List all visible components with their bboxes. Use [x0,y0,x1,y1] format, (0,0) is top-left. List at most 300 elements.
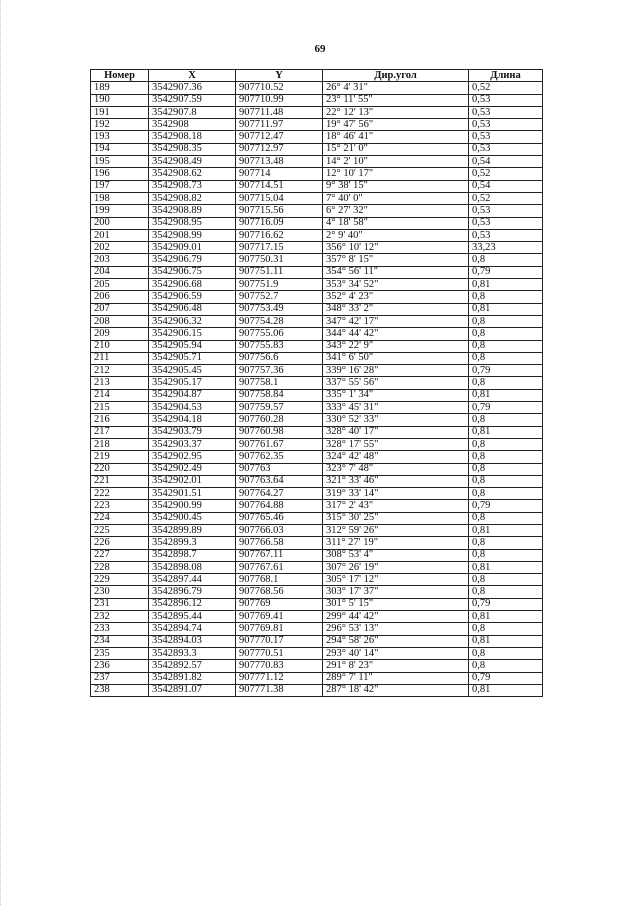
cell-length: 0,81 [469,279,543,291]
cell-length: 0,8 [469,512,543,524]
cell-x: 3542907.59 [149,94,236,106]
cell-x: 3542900.45 [149,512,236,524]
cell-number: 224 [91,512,149,524]
cell-x: 3542906.48 [149,303,236,315]
cell-length: 0,8 [469,451,543,463]
table-row [91,598,543,610]
cell-y: 907756.6 [236,352,323,364]
table-row [91,463,543,475]
cell-y: 907757.36 [236,365,323,377]
table-row [91,377,543,389]
cell-direction-angle: 289° 7' 11" [323,672,469,684]
cell-x: 3542908.82 [149,192,236,204]
cell-y: 907768.56 [236,586,323,598]
cell-number: 211 [91,352,149,364]
table-row [91,684,543,696]
cell-direction-angle: 308° 53' 4" [323,549,469,561]
table-row [91,537,543,549]
cell-direction-angle: 303° 17' 37" [323,586,469,598]
cell-direction-angle: 339° 16' 28" [323,365,469,377]
cell-y: 907711.48 [236,106,323,118]
table-row [91,303,543,315]
cell-x: 3542906.32 [149,315,236,327]
cell-y: 907710.52 [236,82,323,94]
cell-x: 3542908.62 [149,168,236,180]
table-row [91,266,543,278]
table-row [91,217,543,229]
cell-direction-angle: 2° 9' 40" [323,229,469,241]
cell-x: 3542906.75 [149,266,236,278]
table-row [91,229,543,241]
cell-number: 200 [91,217,149,229]
table-row [91,143,543,155]
cell-y: 907716.09 [236,217,323,229]
cell-number: 227 [91,549,149,561]
cell-number: 221 [91,475,149,487]
table-row [91,451,543,463]
cell-length: 0,8 [469,328,543,340]
cell-number: 231 [91,598,149,610]
cell-x: 3542906.15 [149,328,236,340]
cell-x: 3542908.89 [149,205,236,217]
cell-x: 3542906.68 [149,279,236,291]
cell-number: 223 [91,500,149,512]
cell-number: 234 [91,635,149,647]
coordinates-table [90,69,543,697]
cell-number: 194 [91,143,149,155]
cell-length: 0,53 [469,217,543,229]
page-number: 69 [314,43,326,55]
cell-length: 0,53 [469,119,543,131]
table-row [91,586,543,598]
cell-length: 0,79 [469,598,543,610]
cell-y: 907764.27 [236,488,323,500]
table-row [91,340,543,352]
cell-y: 907753.49 [236,303,323,315]
cell-y: 907770.83 [236,660,323,672]
cell-direction-angle: 22° 12' 13" [323,106,469,118]
cell-number: 191 [91,106,149,118]
cell-y: 907750.31 [236,254,323,266]
cell-y: 907759.57 [236,402,323,414]
cell-direction-angle: 323° 7' 48" [323,463,469,475]
table-row [91,524,543,536]
cell-direction-angle: 321° 33' 46" [323,475,469,487]
cell-length: 0,52 [469,192,543,204]
cell-y: 907754.28 [236,315,323,327]
cell-direction-angle: 356° 10' 12" [323,242,469,254]
cell-number: 210 [91,340,149,352]
cell-y: 907770.17 [236,635,323,647]
cell-number: 192 [91,119,149,131]
table-row [91,279,543,291]
cell-x: 3542898.7 [149,549,236,561]
cell-x: 3542898.08 [149,561,236,573]
cell-length: 0,8 [469,647,543,659]
cell-number: 205 [91,279,149,291]
table-row [91,660,543,672]
cell-length: 0,8 [469,574,543,586]
cell-y: 907755.83 [236,340,323,352]
cell-x: 3542891.07 [149,684,236,696]
cell-y: 907715.04 [236,192,323,204]
cell-number: 215 [91,402,149,414]
table-row [91,205,543,217]
cell-y: 907767.61 [236,561,323,573]
header-y: Y [236,70,323,82]
cell-x: 3542904.87 [149,389,236,401]
cell-length: 33,23 [469,242,543,254]
table-row [91,672,543,684]
cell-length: 0,8 [469,537,543,549]
cell-direction-angle: 7° 40' 0" [323,192,469,204]
cell-length: 0,8 [469,463,543,475]
cell-y: 907768.1 [236,574,323,586]
cell-number: 199 [91,205,149,217]
cell-x: 3542896.79 [149,586,236,598]
cell-direction-angle: 357° 8' 15" [323,254,469,266]
cell-number: 198 [91,192,149,204]
cell-length: 0,79 [469,500,543,512]
cell-y: 907714 [236,168,323,180]
cell-length: 0,79 [469,672,543,684]
cell-number: 233 [91,623,149,635]
cell-direction-angle: 6° 27' 32" [323,205,469,217]
cell-number: 208 [91,315,149,327]
table-row [91,635,543,647]
cell-number: 237 [91,672,149,684]
cell-length: 0,8 [469,475,543,487]
cell-length: 0,52 [469,82,543,94]
cell-number: 214 [91,389,149,401]
table-header-row [91,70,543,82]
table-row [91,414,543,426]
cell-y: 907762.35 [236,451,323,463]
cell-x: 3542902.01 [149,475,236,487]
table-row [91,315,543,327]
cell-x: 3542891.82 [149,672,236,684]
cell-direction-angle: 305° 17' 12" [323,574,469,586]
cell-direction-angle: 328° 17' 55" [323,438,469,450]
cell-direction-angle: 291° 8' 23" [323,660,469,672]
cell-y: 907771.38 [236,684,323,696]
table-row [91,475,543,487]
cell-x: 3542908 [149,119,236,131]
cell-x: 3542908.18 [149,131,236,143]
cell-length: 0,8 [469,315,543,327]
cell-direction-angle: 317° 2' 43" [323,500,469,512]
cell-direction-angle: 15° 21' 0" [323,143,469,155]
cell-direction-angle: 287° 18' 42" [323,684,469,696]
table-row [91,180,543,192]
cell-number: 226 [91,537,149,549]
cell-y: 907763 [236,463,323,475]
cell-direction-angle: 299° 44' 42" [323,611,469,623]
cell-number: 189 [91,82,149,94]
cell-length: 0,8 [469,623,543,635]
cell-length: 0,53 [469,131,543,143]
cell-length: 0,8 [469,352,543,364]
table-row [91,352,543,364]
cell-y: 907760.28 [236,414,323,426]
cell-direction-angle: 315° 30' 25" [323,512,469,524]
cell-y: 907751.9 [236,279,323,291]
cell-length: 0,53 [469,205,543,217]
cell-y: 907766.58 [236,537,323,549]
table-row [91,168,543,180]
cell-length: 0,8 [469,438,543,450]
cell-length: 0,8 [469,340,543,352]
cell-number: 232 [91,611,149,623]
cell-direction-angle: 319° 33' 14" [323,488,469,500]
cell-direction-angle: 341° 6' 50" [323,352,469,364]
table-row [91,156,543,168]
cell-length: 0,8 [469,549,543,561]
cell-y: 907769.41 [236,611,323,623]
cell-direction-angle: 9° 38' 15" [323,180,469,192]
cell-x: 3542892.57 [149,660,236,672]
table-row [91,119,543,131]
table-row [91,512,543,524]
table-row [91,328,543,340]
cell-x: 3542905.71 [149,352,236,364]
cell-x: 3542899.89 [149,524,236,536]
cell-length: 0,8 [469,660,543,672]
cell-y: 907758.84 [236,389,323,401]
cell-length: 0,53 [469,106,543,118]
cell-y: 907765.46 [236,512,323,524]
cell-length: 0,81 [469,303,543,315]
cell-x: 3542897.44 [149,574,236,586]
cell-direction-angle: 12° 10' 17" [323,168,469,180]
cell-y: 907716.62 [236,229,323,241]
cell-y: 907761.67 [236,438,323,450]
cell-direction-angle: 337° 55' 56" [323,377,469,389]
table-row [91,131,543,143]
cell-number: 217 [91,426,149,438]
header-length: Длина [469,70,543,82]
table-row [91,500,543,512]
cell-x: 3542907.36 [149,82,236,94]
table-body [91,82,543,697]
cell-length: 0,8 [469,414,543,426]
cell-number: 206 [91,291,149,303]
cell-y: 907712.47 [236,131,323,143]
cell-x: 3542908.49 [149,156,236,168]
cell-number: 195 [91,156,149,168]
cell-direction-angle: 26° 4' 31" [323,82,469,94]
cell-x: 3542908.73 [149,180,236,192]
cell-direction-angle: 330° 52' 33" [323,414,469,426]
cell-x: 3542905.94 [149,340,236,352]
cell-y: 907771.12 [236,672,323,684]
cell-number: 213 [91,377,149,389]
table-row [91,647,543,659]
cell-direction-angle: 352° 4' 23" [323,291,469,303]
cell-x: 3542894.03 [149,635,236,647]
cell-x: 3542906.59 [149,291,236,303]
cell-y: 907713.48 [236,156,323,168]
cell-x: 3542908.35 [149,143,236,155]
cell-number: 222 [91,488,149,500]
header-number: Номер [91,70,149,82]
cell-y: 907770.51 [236,647,323,659]
cell-direction-angle: 293° 40' 14" [323,647,469,659]
cell-direction-angle: 328° 40' 17" [323,426,469,438]
cell-direction-angle: 324° 42' 48" [323,451,469,463]
cell-y: 907755.06 [236,328,323,340]
table-row [91,549,543,561]
cell-x: 3542895.44 [149,611,236,623]
cell-length: 0,52 [469,168,543,180]
cell-number: 190 [91,94,149,106]
cell-y: 907710.99 [236,94,323,106]
cell-direction-angle: 307° 26' 19" [323,561,469,573]
cell-number: 207 [91,303,149,315]
table-row [91,438,543,450]
cell-y: 907760.98 [236,426,323,438]
cell-direction-angle: 333° 45' 31" [323,402,469,414]
cell-number: 196 [91,168,149,180]
cell-number: 219 [91,451,149,463]
header-x: X [149,70,236,82]
table-row [91,389,543,401]
cell-y: 907758.1 [236,377,323,389]
cell-length: 0,8 [469,377,543,389]
cell-number: 229 [91,574,149,586]
cell-length: 0,79 [469,402,543,414]
table-row [91,242,543,254]
cell-length: 0,81 [469,389,543,401]
cell-direction-angle: 344° 44' 42" [323,328,469,340]
cell-x: 3542899.3 [149,537,236,549]
cell-direction-angle: 335° 1' 34" [323,389,469,401]
cell-x: 3542893.3 [149,647,236,659]
cell-length: 0,79 [469,266,543,278]
cell-length: 0,53 [469,143,543,155]
cell-direction-angle: 19° 47' 56" [323,119,469,131]
cell-number: 204 [91,266,149,278]
table-row [91,402,543,414]
cell-length: 0,8 [469,291,543,303]
cell-y: 907715.56 [236,205,323,217]
cell-number: 225 [91,524,149,536]
table-row [91,426,543,438]
cell-x: 3542900.99 [149,500,236,512]
table-row [91,561,543,573]
table-row [91,623,543,635]
table-row [91,254,543,266]
header-direction-angle: Дир.угол [323,70,469,82]
table-row [91,291,543,303]
cell-x: 3542903.37 [149,438,236,450]
cell-length: 0,8 [469,586,543,598]
table-row [91,488,543,500]
cell-number: 201 [91,229,149,241]
cell-number: 209 [91,328,149,340]
table-row [91,106,543,118]
cell-length: 0,81 [469,635,543,647]
cell-direction-angle: 354° 56' 11" [323,266,469,278]
cell-length: 0,53 [469,94,543,106]
cell-number: 218 [91,438,149,450]
cell-y: 907711.97 [236,119,323,131]
cell-number: 216 [91,414,149,426]
cell-y: 907717.15 [236,242,323,254]
scan-edge [0,0,4,905]
cell-length: 0,8 [469,254,543,266]
cell-x: 3542902.49 [149,463,236,475]
cell-number: 203 [91,254,149,266]
cell-length: 0,53 [469,229,543,241]
cell-number: 236 [91,660,149,672]
cell-x: 3542902.95 [149,451,236,463]
cell-number: 212 [91,365,149,377]
cell-length: 0,8 [469,488,543,500]
cell-x: 3542903.79 [149,426,236,438]
table-row [91,82,543,94]
cell-length: 0,81 [469,426,543,438]
cell-length: 0,54 [469,180,543,192]
cell-x: 3542894.74 [149,623,236,635]
cell-x: 3542906.79 [149,254,236,266]
cell-y: 907769.81 [236,623,323,635]
cell-direction-angle: 23° 11' 55" [323,94,469,106]
cell-x: 3542909.01 [149,242,236,254]
cell-length: 0,81 [469,561,543,573]
cell-direction-angle: 4° 18' 58" [323,217,469,229]
cell-direction-angle: 294° 58' 26" [323,635,469,647]
cell-x: 3542896.12 [149,598,236,610]
cell-number: 193 [91,131,149,143]
cell-y: 907752.7 [236,291,323,303]
cell-x: 3542907.8 [149,106,236,118]
cell-y: 907767.11 [236,549,323,561]
cell-y: 907764.88 [236,500,323,512]
cell-number: 197 [91,180,149,192]
cell-direction-angle: 301° 5' 15" [323,598,469,610]
table-row [91,611,543,623]
cell-number: 235 [91,647,149,659]
table-row [91,365,543,377]
cell-y: 907763.64 [236,475,323,487]
cell-direction-angle: 343° 22' 9" [323,340,469,352]
cell-direction-angle: 296° 53' 13" [323,623,469,635]
cell-number: 202 [91,242,149,254]
cell-length: 0,81 [469,524,543,536]
cell-y: 907714.51 [236,180,323,192]
cell-y: 907712.97 [236,143,323,155]
cell-direction-angle: 348° 33' 2" [323,303,469,315]
cell-direction-angle: 353° 34' 52" [323,279,469,291]
cell-x: 3542908.99 [149,229,236,241]
cell-x: 3542905.45 [149,365,236,377]
cell-x: 3542904.18 [149,414,236,426]
cell-direction-angle: 18° 46' 41" [323,131,469,143]
cell-x: 3542908.95 [149,217,236,229]
cell-direction-angle: 311° 27' 19" [323,537,469,549]
cell-direction-angle: 14° 2' 10" [323,156,469,168]
cell-direction-angle: 347° 42' 17" [323,315,469,327]
cell-length: 0,79 [469,365,543,377]
cell-x: 3542905.17 [149,377,236,389]
cell-length: 0,81 [469,684,543,696]
cell-y: 907769 [236,598,323,610]
cell-length: 0,54 [469,156,543,168]
cell-number: 228 [91,561,149,573]
table-row [91,94,543,106]
cell-length: 0,81 [469,611,543,623]
